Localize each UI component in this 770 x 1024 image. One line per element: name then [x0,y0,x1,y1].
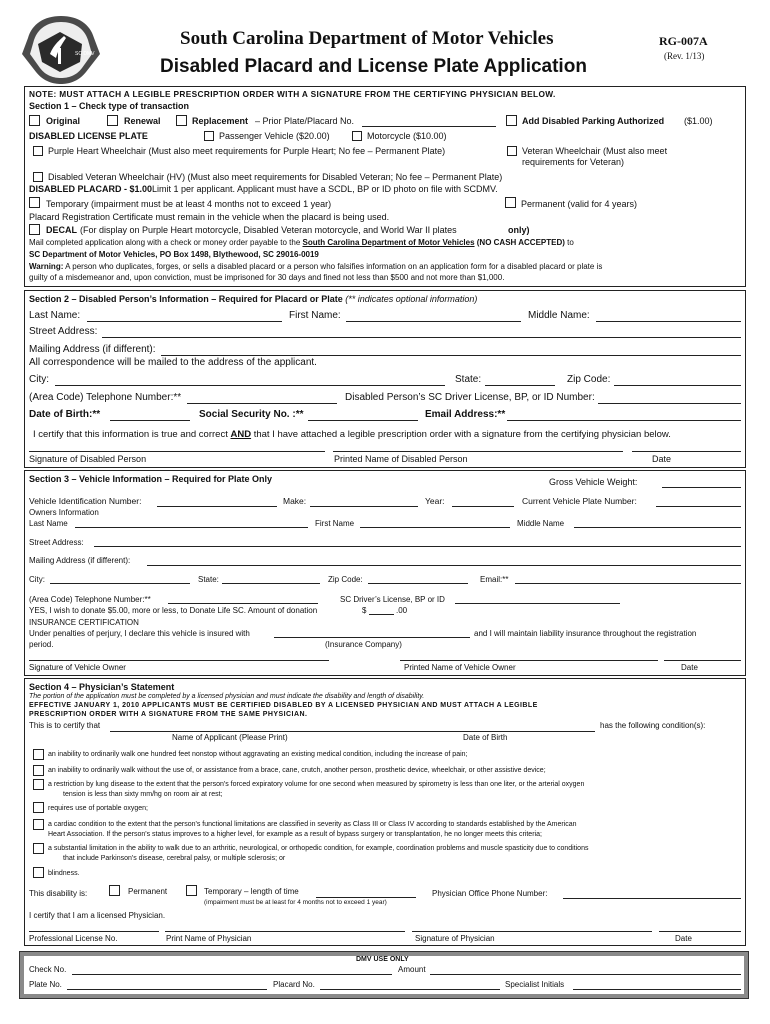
dmv-specialist-field[interactable] [573,989,741,990]
s2-correspondence-note: All correspondence will be mailed to the address of the applicant. [29,357,317,368]
s3-phone-label: (Area Code) Telephone Number:** [29,595,151,604]
prior-plate-field[interactable] [362,126,496,127]
s4-print-name-field[interactable] [165,931,405,932]
dmv-specialist-label: Specialist Initials [505,980,565,989]
s3-state-field[interactable] [222,583,320,584]
section-2-heading: Section 2 – Disabled Person’s Information – Required for Placard or Plate (** indicates optional information) [29,294,478,304]
s3-make-label: Make: [283,496,307,506]
s3-owners-label: Owners Information [29,508,99,517]
dmv-use-only-heading: DMV USE ONLY [356,956,409,963]
s4-length-field[interactable] [316,897,416,898]
s3-first-name-label: First Name [315,519,355,528]
mail-instructions: Mail completed application along with a check or money order payable to the South Carolina Department of Motor Vehicles (NO CASH ACCEPTED) to [29,238,574,247]
s3-mailing-field[interactable] [147,565,741,566]
s3-phone-field[interactable] [168,603,318,604]
s3-printed-name-label: Printed Name of Vehicle Owner [404,663,516,672]
s4-effective: EFFECTIVE JANUARY 1, 2010 APPLICANTS MUST BE CERTIFIED DISABLED BY A LICENSED PHYSICIAN AND MUST ATTACH A LEGIBLE [29,702,538,709]
add-parking-fee: ($1.00) [684,116,713,126]
disabled-license-plate-heading: DISABLED LICENSE PLATE [29,131,148,141]
form-number: RG-007A [659,34,708,48]
purple-heart-checkbox[interactable] [33,146,43,156]
s3-year-field[interactable] [452,506,514,507]
disability-temporary-label: Temporary – length of time [204,887,299,896]
condition-4-checkbox[interactable] [33,802,44,813]
page-title: Disabled Placard and License Plate Application [160,56,587,77]
s4-dob-label: Date of Birth [463,733,508,742]
s3-vin-field[interactable] [157,506,277,507]
s2-street-field[interactable] [102,337,741,338]
dmv-amount-field[interactable] [430,974,741,975]
s3-city-field[interactable] [50,583,190,584]
s4-effective-2: PRESCRIPTION ORDER WITH A SIGNATURE FROM THE SAME PHYSICIAN. [29,711,308,718]
dmv-logo [20,14,102,86]
s3-state-label: State: [198,575,219,584]
condition-7-label: blindness. [48,870,80,877]
s2-zip-field[interactable] [614,385,741,386]
original-label: Original [46,116,81,126]
s2-dl-field[interactable] [598,403,741,404]
decal-checkbox[interactable] [29,224,40,235]
decal-label: DECAL [46,225,77,235]
decal-text: (For display on Purple Heart motorcycle, Disabled Veteran motorcycle, and World War II plates [80,225,457,235]
s4-license-field[interactable] [29,931,159,932]
condition-3-checkbox[interactable] [33,779,44,790]
s2-city-field[interactable] [55,385,445,386]
veteran-wheelchair-label: Veteran Wheelchair (Must also meet [522,146,668,156]
s3-date-label: Date [681,663,698,672]
prior-plate-label: – Prior Plate/Placard No. [255,116,355,126]
disabled-veteran-wheelchair-checkbox[interactable] [33,172,43,182]
s3-middle-name-field[interactable] [574,527,741,528]
passenger-checkbox[interactable] [204,131,214,141]
s2-ssn-field[interactable] [308,420,418,421]
s3-donate-field[interactable] [369,614,394,615]
condition-5-checkbox[interactable] [33,819,44,830]
s2-mailing-label: Mailing Address (if different): [29,344,156,355]
s3-vin-label: Vehicle Identification Number: [29,496,142,506]
s3-year-label: Year: [425,496,445,506]
s2-city-label: City: [29,374,49,385]
s3-insurance-company-label: (Insurance Company) [325,640,402,649]
s4-license-label: Professional License No. [29,934,118,943]
disability-permanent-checkbox[interactable] [109,885,120,896]
s4-signature-label: Signature of Physician [415,934,495,943]
s2-signature-field[interactable] [29,451,325,452]
condition-6-label-2: that include Parkinson's disease, cerebral palsy, or multiple sclerosis; or [63,855,286,862]
registration-note: Placard Registration Certificate must remain in the vehicle when the placard is being used. [29,212,390,222]
s3-zip-field[interactable] [368,583,468,584]
s2-state-field[interactable] [485,385,555,386]
s4-office-phone-field[interactable] [563,898,741,899]
s3-insurance-heading: INSURANCE CERTIFICATION [29,618,139,627]
dmv-plate-no-field[interactable] [67,989,267,990]
condition-2-label: an inability to ordinarily walk without the use of, or assistance from a brace, cane, crutch, another person, prosthetic device, wheelchair, or other assistive device; [48,767,546,774]
dmv-check-no-label: Check No. [29,965,67,974]
s4-name-applicant-label: Name of Applicant (Please Print) [172,733,288,742]
s3-mailing-label: Mailing Address (if different): [29,556,131,565]
s2-last-name-field[interactable] [87,321,282,322]
s4-this-disability: This disability is: [29,889,88,898]
s2-state-label: State: [455,374,482,385]
dmv-amount-label: Amount [398,965,426,974]
s3-insurance-text: Under penalties of perjury, I declare this vehicle is insured with [29,629,250,638]
temporary-placard-checkbox[interactable] [29,197,40,208]
condition-1-label: an inability to ordinarily walk one hundred feet nonstop without aggravating an existing medical condition, including the increase of pain; [48,751,468,758]
s2-dl-label: Disabled Person’s SC Driver License, BP, or ID Number: [345,392,595,403]
section-3-heading: Section 3 – Vehicle Information – Required for Plate Only [29,474,273,484]
renewal-label: Renewal [124,116,161,126]
s2-phone-label: (Area Code) Telephone Number:** [29,392,182,403]
s3-donate-dollar: $ [362,606,367,615]
s2-email-label: Email Address:** [425,409,506,420]
dmv-check-no-field[interactable] [72,974,392,975]
section-1-heading: Section 1 – Check type of transaction [29,101,190,111]
s4-date-label: Date [675,934,692,943]
s3-donate-cents: .00 [396,606,408,615]
s2-dob-label: Date of Birth:** [29,409,101,420]
s4-impairment-note: (impairment must be at least for 4 months not to exceed 1 year) [204,899,387,906]
s3-gvw-field[interactable] [662,487,741,488]
condition-7-checkbox[interactable] [33,867,44,878]
temporary-placard-label: Temporary (impairment must be at least 4 months not to exceed 1 year) [46,199,332,209]
s2-first-name-field[interactable] [346,321,521,322]
s4-certify-physician: I certify that I am a licensed Physician. [29,911,166,920]
s3-current-plate-field[interactable] [656,506,741,507]
s3-zip-label: Zip Code: [328,575,363,584]
s2-middle-name-label: Middle Name: [528,310,590,321]
condition-5-label: a cardiac condition to the extent that the person's functional limitations are classified in severity as Class III or Class IV according to standards established by the American [48,821,577,828]
s4-certify-that: This is to certify that [29,721,101,730]
condition-6-checkbox[interactable] [33,843,44,854]
condition-3-label-2: tension is less than sixty mm/hg on room air at rest; [63,791,223,798]
s2-first-name-label: First Name: [289,310,341,321]
disability-permanent-label: Permanent [128,887,168,896]
original-checkbox[interactable] [29,115,40,126]
veteran-wheelchair-label-2: requirements for Veteran) [522,157,625,167]
s3-street-field[interactable] [94,546,741,547]
s3-last-name-field[interactable] [75,527,308,528]
s3-period-label: period. [29,640,54,649]
condition-6-label: a substantial limitation in the ability to walk due to an arthritic, neurological, or orthopedic condition, for example, coordination problems and muscle spasticity due to conditions [48,845,589,852]
s3-printed-name-field[interactable] [400,660,658,661]
s2-last-name-label: Last Name: [29,310,81,321]
s2-printed-name-field[interactable] [333,451,623,452]
renewal-checkbox[interactable] [107,115,118,126]
s3-city-label: City: [29,575,45,584]
mail-address: SC Department of Motor Vehicles, PO Box 1498, Blythewood, SC 29016-0019 [29,250,319,259]
s2-certify-text: I certify that this information is true and correct AND that I have attached a legible prescription order with a signature from the certifying physician below. [33,429,671,440]
s4-applicant-name-field[interactable] [110,731,595,732]
s2-date-label: Date [652,454,672,464]
s4-intro: The portion of the application must be completed by a licensed physician and must indicate the disability and length of disability. [29,693,425,700]
permanent-placard-label: Permanent (valid for 4 years) [521,199,638,209]
permanent-placard-checkbox[interactable] [505,197,516,208]
disability-temporary-checkbox[interactable] [186,885,197,896]
s2-email-field[interactable] [507,420,741,421]
s3-date-field[interactable] [664,660,741,661]
s2-zip-label: Zip Code: [567,374,611,385]
s2-mailing-field[interactable] [161,355,741,356]
s4-office-phone-label: Physician Office Phone Number: [432,889,548,898]
s2-printed-name-label: Printed Name of Disabled Person [334,454,468,464]
s3-dl-field[interactable] [455,603,620,604]
s3-first-name-field[interactable] [360,527,510,528]
dmv-placard-no-field[interactable] [320,989,500,990]
condition-4-label: requires use of portable oxygen; [48,805,149,812]
svg-text:SC DMV: SC DMV [75,51,95,57]
add-parking-label: Add Disabled Parking Authorized [522,116,665,126]
s3-last-name-label: Last Name [29,519,68,528]
s3-middle-name-label: Middle Name [517,519,565,528]
add-parking-checkbox[interactable] [506,115,517,126]
section-4-heading: Section 4 – Physician’s Statement [29,682,175,692]
s2-dob-field[interactable] [110,420,190,421]
s3-current-plate-label: Current Vehicle Plate Number: [522,496,637,506]
s2-date-field[interactable] [632,451,741,452]
motorcycle-label: Motorcycle ($10.00) [367,131,447,141]
s3-insurance-company-field[interactable] [274,637,470,638]
s3-email-field[interactable] [515,583,741,584]
disabled-placard-text: Limit 1 per applicant. Applicant must have a SCDL, BP or ID photo on file with SCDMV. [152,184,498,194]
condition-2-checkbox[interactable] [33,765,44,776]
s2-street-label: Street Address: [29,326,98,337]
condition-1-checkbox[interactable] [33,749,44,760]
s3-donate-label: YES, I wish to donate $5.00, more or less, to Donate Life SC. Amount of donation [29,606,318,615]
s2-middle-name-field[interactable] [596,321,741,322]
s4-print-name-label: Print Name of Physician [166,934,252,943]
s4-has-conditions: has the following condition(s): [600,721,706,730]
s4-signature-field[interactable] [412,931,652,932]
s3-dl-label: SC Driver’s License, BP or ID [340,595,445,604]
s3-signature-label: Signature of Vehicle Owner [29,663,126,672]
s3-gvw-label: Gross Vehicle Weight: [549,477,638,487]
disabled-veteran-wheelchair-label: Disabled Veteran Wheelchair (HV) (Must also meet requirements for Disabled Veteran; No fee – Permanent Plate) [48,172,503,182]
agency-name: South Carolina Department of Motor Vehicles [180,28,554,49]
replacement-label: Replacement [192,116,249,126]
decal-only: only) [508,225,530,235]
s3-make-field[interactable] [310,506,418,507]
motorcycle-checkbox[interactable] [352,131,362,141]
s2-phone-field[interactable] [187,403,337,404]
s2-ssn-label: Social Security No. :** [199,409,304,420]
purple-heart-label: Purple Heart Wheelchair (Must also meet requirements for Purple Heart; No fee – Permanent Plate) [48,146,446,156]
condition-5-label-2: Heart Association. If the person's status improves to a higher level, for example as a result of bypass surgery or transplantation, he no longer meets this criteria; [48,831,542,838]
condition-3-label: a restriction by lung disease to the extent that the person's forced expiratory volume for one second when measured by spirometry is less than one liter, or the arterial oxygen [48,781,585,788]
dmv-placard-no-label: Placard No. [273,980,315,989]
form-revision: (Rev. 1/13) [664,51,705,61]
veteran-wheelchair-checkbox[interactable] [507,146,517,156]
disabled-placard-heading: DISABLED PLACARD - $1.00 [29,184,153,194]
dmv-plate-no-label: Plate No. [29,980,62,989]
s3-signature-field[interactable] [29,660,329,661]
warning-text-2: guilty of a misdemeanor and, upon conviction, must be imprisoned for 30 days and fined not less than $500 and not more than $1,000. [29,273,505,282]
note-banner: NOTE: MUST ATTACH A LEGIBLE PRESCRIPTION ORDER WITH A SIGNATURE FROM THE CERTIFYING PHYSICIAN BELOW. [29,89,556,99]
s2-signature-label: Signature of Disabled Person [29,454,147,464]
s3-insurance-text-2: and I will maintain liability insurance throughout the registration [474,629,697,638]
s3-email-label: Email:** [480,575,509,584]
replacement-checkbox[interactable] [176,115,187,126]
s4-date-field[interactable] [659,931,741,932]
warning-text: Warning: A person who duplicates, forges, or sells a disabled placard or a person who falsifies information on an application form for a disabled placard or plate is [29,262,603,271]
s3-street-label: Street Address: [29,538,84,547]
section-2-box [24,290,746,468]
passenger-label: Passenger Vehicle ($20.00) [219,131,330,141]
